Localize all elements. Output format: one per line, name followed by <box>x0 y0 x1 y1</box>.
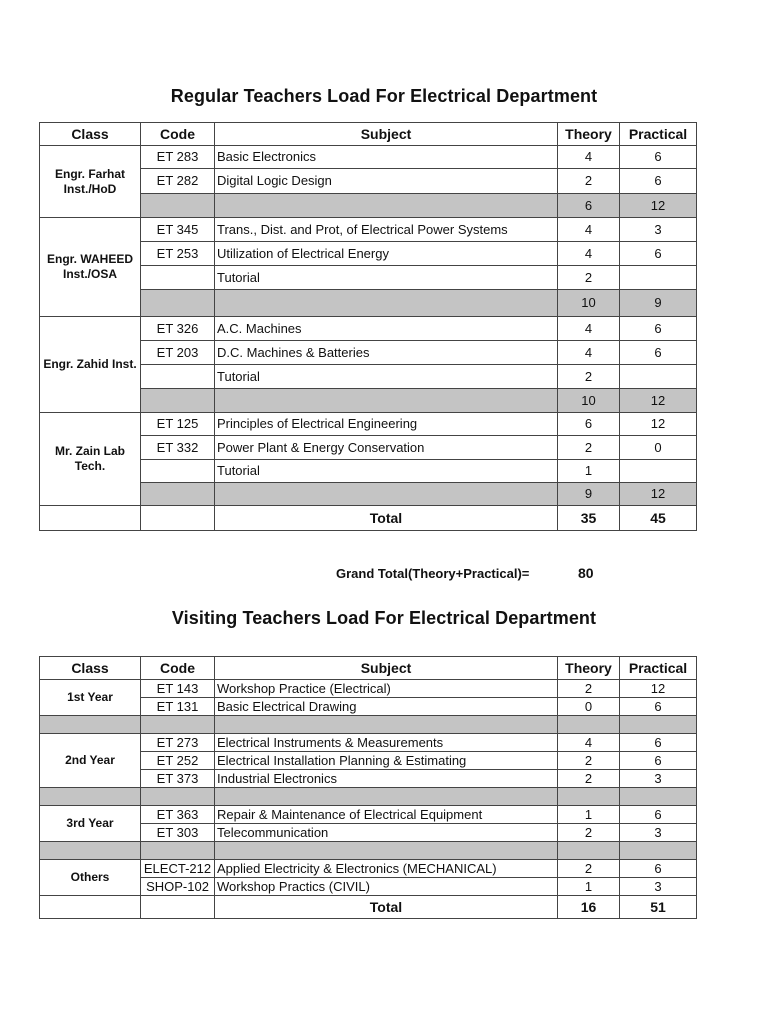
total-theory: 35 <box>558 506 620 531</box>
subtotal-practical: 12 <box>620 483 697 506</box>
subject-name: Applied Electricity & Electronics (MECHANICAL) <box>215 860 558 878</box>
separator-cell <box>141 842 215 860</box>
separator-cell <box>558 842 620 860</box>
subtotal-code-cell <box>141 290 215 317</box>
subject-name: Principles of Electrical Engineering <box>215 413 558 436</box>
course-code <box>141 460 215 483</box>
practical-hours: 6 <box>620 698 697 716</box>
subtotal-subject-cell <box>215 483 558 506</box>
teacher-name: Engr. WAHEED Inst./OSA <box>40 218 141 317</box>
practical-hours <box>620 266 697 290</box>
regular-load-title: Regular Teachers Load For Electrical Department <box>170 86 598 106</box>
teacher-name: Engr. Farhat Inst./HoD <box>40 146 141 218</box>
practical-hours <box>620 365 697 389</box>
theory-hours: 2 <box>558 770 620 788</box>
header-class: Class <box>40 657 141 680</box>
table-row <box>40 734 697 752</box>
subject-name: Power Plant & Energy Conservation <box>215 436 558 460</box>
separator-cell <box>620 788 697 806</box>
teacher-name: Mr. Zain Lab Tech. <box>40 413 141 506</box>
theory-hours: 6 <box>558 413 620 436</box>
subtotal-subject-cell <box>215 194 558 218</box>
subtotal-theory: 9 <box>558 483 620 506</box>
total-empty-class <box>40 896 141 919</box>
header-subject: Subject <box>215 123 558 146</box>
theory-hours: 4 <box>558 242 620 266</box>
header-practical: Practical <box>620 123 697 146</box>
course-code: ET 273 <box>141 734 215 752</box>
theory-hours: 1 <box>558 460 620 483</box>
subject-name: Workshop Practice (Electrical) <box>215 680 558 698</box>
total-empty-code <box>141 896 215 919</box>
theory-hours: 4 <box>558 218 620 242</box>
practical-hours <box>620 460 697 483</box>
table-row <box>40 218 697 242</box>
total-label: Total <box>215 506 558 531</box>
theory-hours: 2 <box>558 824 620 842</box>
subtotal-practical: 9 <box>620 290 697 317</box>
course-code: SHOP-102 <box>141 878 215 896</box>
table-row <box>40 413 697 436</box>
subtotal-practical: 12 <box>620 389 697 413</box>
practical-hours: 6 <box>620 169 697 194</box>
subtotal-practical: 12 <box>620 194 697 218</box>
practical-hours: 3 <box>620 824 697 842</box>
total-practical: 51 <box>620 896 697 919</box>
separator-row <box>40 788 697 806</box>
table-row <box>40 317 697 341</box>
course-code: ET 125 <box>141 413 215 436</box>
theory-hours: 4 <box>558 146 620 169</box>
subtotal-subject-cell <box>215 389 558 413</box>
subject-name: Electrical Installation Planning & Estimating <box>215 752 558 770</box>
subtotal-theory: 10 <box>558 389 620 413</box>
course-code: ET 252 <box>141 752 215 770</box>
total-row <box>40 506 697 531</box>
table-row <box>40 680 697 698</box>
subject-name: Utilization of Electrical Energy <box>215 242 558 266</box>
course-code: ET 326 <box>141 317 215 341</box>
separator-cell <box>40 842 141 860</box>
separator-cell <box>558 716 620 734</box>
header-row <box>40 123 697 146</box>
practical-hours: 6 <box>620 242 697 266</box>
total-practical: 45 <box>620 506 697 531</box>
course-code: ET 303 <box>141 824 215 842</box>
course-code <box>141 365 215 389</box>
total-label: Total <box>215 896 558 919</box>
table-row <box>40 860 697 878</box>
theory-hours: 1 <box>558 878 620 896</box>
subject-name: Basic Electronics <box>215 146 558 169</box>
subtotal-code-cell <box>141 389 215 413</box>
separator-cell <box>215 716 558 734</box>
separator-cell <box>141 716 215 734</box>
course-code: ET 363 <box>141 806 215 824</box>
course-code: ET 283 <box>141 146 215 169</box>
separator-cell <box>40 716 141 734</box>
total-row <box>40 896 697 919</box>
course-code: ET 345 <box>141 218 215 242</box>
header-theory: Theory <box>558 123 620 146</box>
practical-hours: 6 <box>620 341 697 365</box>
subject-name: Tutorial <box>215 365 558 389</box>
subject-name: Telecommunication <box>215 824 558 842</box>
course-code: ET 373 <box>141 770 215 788</box>
header-theory: Theory <box>558 657 620 680</box>
subject-name: Industrial Electronics <box>215 770 558 788</box>
course-code: ET 282 <box>141 169 215 194</box>
total-theory: 16 <box>558 896 620 919</box>
course-code: ET 253 <box>141 242 215 266</box>
separator-cell <box>620 716 697 734</box>
theory-hours: 2 <box>558 365 620 389</box>
subtotal-code-cell <box>141 483 215 506</box>
subject-name: Tutorial <box>215 266 558 290</box>
theory-hours: 2 <box>558 860 620 878</box>
theory-hours: 4 <box>558 341 620 365</box>
header-subject: Subject <box>215 657 558 680</box>
separator-cell <box>215 788 558 806</box>
practical-hours: 6 <box>620 317 697 341</box>
header-code: Code <box>141 123 215 146</box>
regular-load-table <box>39 122 697 531</box>
header-class: Class <box>40 123 141 146</box>
subject-name: Basic Electrical Drawing <box>215 698 558 716</box>
course-code: ET 332 <box>141 436 215 460</box>
theory-hours: 1 <box>558 806 620 824</box>
theory-hours: 4 <box>558 734 620 752</box>
teacher-name: Engr. Zahid Inst. <box>40 317 141 413</box>
practical-hours: 6 <box>620 860 697 878</box>
theory-hours: 4 <box>558 317 620 341</box>
separator-cell <box>141 788 215 806</box>
separator-cell <box>215 842 558 860</box>
practical-hours: 6 <box>620 146 697 169</box>
theory-hours: 2 <box>558 680 620 698</box>
table-row <box>40 806 697 824</box>
theory-hours: 2 <box>558 752 620 770</box>
subject-name: Digital Logic Design <box>215 169 558 194</box>
class-name: Others <box>40 860 141 896</box>
grand-total <box>336 565 594 581</box>
subtotal-theory: 6 <box>558 194 620 218</box>
course-code: ET 203 <box>141 341 215 365</box>
total-empty-code <box>141 506 215 531</box>
course-code: ELECT-212 <box>141 860 215 878</box>
practical-hours: 3 <box>620 770 697 788</box>
subject-name: Workshop Practics (CIVIL) <box>215 878 558 896</box>
practical-hours: 12 <box>620 680 697 698</box>
practical-hours: 3 <box>620 218 697 242</box>
subject-name: Electrical Instruments & Measurements <box>215 734 558 752</box>
separator-row <box>40 842 697 860</box>
practical-hours: 3 <box>620 878 697 896</box>
theory-hours: 2 <box>558 436 620 460</box>
visiting-load-title: Visiting Teachers Load For Electrical Department <box>171 608 597 628</box>
separator-row <box>40 716 697 734</box>
course-code <box>141 266 215 290</box>
theory-hours: 0 <box>558 698 620 716</box>
class-name: 1st Year <box>40 680 141 716</box>
subject-name: D.C. Machines & Batteries <box>215 341 558 365</box>
separator-cell <box>40 788 141 806</box>
separator-cell <box>558 788 620 806</box>
theory-hours: 2 <box>558 266 620 290</box>
header-row <box>40 657 697 680</box>
total-empty-class <box>40 506 141 531</box>
subject-name: A.C. Machines <box>215 317 558 341</box>
class-name: 3rd Year <box>40 806 141 842</box>
subtotal-theory: 10 <box>558 290 620 317</box>
grand-total-value: 80 <box>578 565 594 581</box>
practical-hours: 12 <box>620 413 697 436</box>
theory-hours: 2 <box>558 169 620 194</box>
course-code: ET 143 <box>141 680 215 698</box>
subject-name: Repair & Maintenance of Electrical Equipment <box>215 806 558 824</box>
practical-hours: 6 <box>620 752 697 770</box>
practical-hours: 0 <box>620 436 697 460</box>
subject-name: Trans., Dist. and Prot, of Electrical Power Systems <box>215 218 558 242</box>
practical-hours: 6 <box>620 734 697 752</box>
grand-total-label: Grand Total(Theory+Practical)= <box>336 566 530 581</box>
course-code: ET 131 <box>141 698 215 716</box>
table-row <box>40 146 697 169</box>
subtotal-subject-cell <box>215 290 558 317</box>
subtotal-code-cell <box>141 194 215 218</box>
practical-hours: 6 <box>620 806 697 824</box>
visiting-load-table <box>39 656 697 919</box>
subject-name: Tutorial <box>215 460 558 483</box>
header-code: Code <box>141 657 215 680</box>
class-name: 2nd Year <box>40 734 141 788</box>
header-practical: Practical <box>620 657 697 680</box>
separator-cell <box>620 842 697 860</box>
